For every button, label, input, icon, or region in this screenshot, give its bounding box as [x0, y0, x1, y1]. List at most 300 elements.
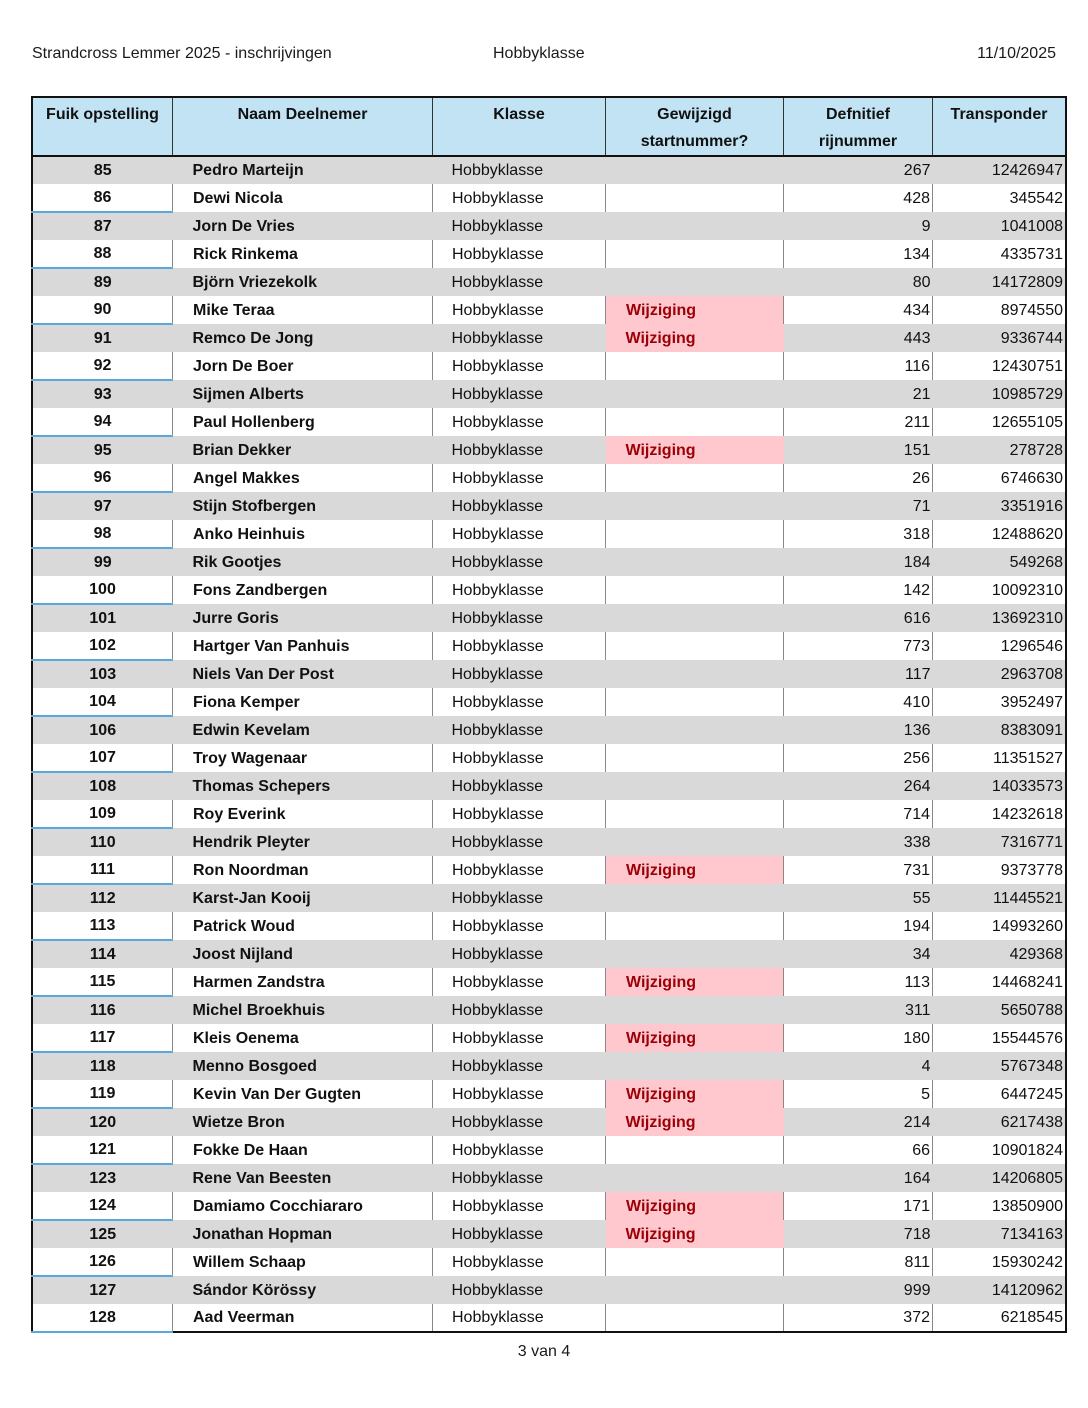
- cell-gewijzigd: [606, 464, 784, 492]
- cell-klasse: Hobbyklasse: [433, 1192, 606, 1220]
- cell-klasse: Hobbyklasse: [433, 1248, 606, 1276]
- table-row: [32, 156, 1066, 184]
- cell-gewijzigd: [606, 352, 784, 380]
- cell-fuik: 85: [32, 156, 173, 184]
- cell-naam: Willem Schaap: [173, 1248, 433, 1276]
- cell-rijnummer: 113: [784, 968, 933, 996]
- cell-gewijzigd: [606, 828, 784, 856]
- cell-klasse: Hobbyklasse: [433, 576, 606, 604]
- cell-klasse: Hobbyklasse: [433, 436, 606, 464]
- cell-naam: Remco De Jong: [173, 324, 433, 352]
- changed-badge: Wijziging: [606, 436, 784, 464]
- table-row: [32, 940, 1066, 968]
- cell-fuik: 109: [32, 800, 173, 828]
- cell-transponder: 10901824: [933, 1136, 1067, 1164]
- cell-fuik: 108: [32, 772, 173, 800]
- cell-fuik: 93: [32, 380, 173, 408]
- cell-fuik: 126: [32, 1248, 173, 1276]
- table-row: [32, 1276, 1066, 1304]
- cell-naam: Kleis Oenema: [173, 1024, 433, 1052]
- cell-naam: Mike Teraa: [173, 296, 433, 324]
- cell-gewijzigd: [606, 408, 784, 436]
- table-row: [32, 968, 1066, 996]
- cell-transponder: 8974550: [933, 296, 1067, 324]
- cell-naam: Karst-Jan Kooij: [173, 884, 433, 912]
- cell-naam: Wietze Bron: [173, 1108, 433, 1136]
- cell-fuik: 107: [32, 744, 173, 772]
- cell-naam: Stijn Stofbergen: [173, 492, 433, 520]
- cell-fuik: 96: [32, 464, 173, 492]
- table-row: [32, 1108, 1066, 1136]
- table-row: [32, 1248, 1066, 1276]
- cell-gewijzigd: [606, 212, 784, 240]
- cell-klasse: Hobbyklasse: [433, 1108, 606, 1136]
- cell-rijnummer: 80: [784, 268, 933, 296]
- cell-gewijzigd: [606, 604, 784, 632]
- cell-fuik: 88: [32, 240, 173, 268]
- table-row: [32, 1304, 1066, 1332]
- cell-naam: Ron Noordman: [173, 856, 433, 884]
- cell-fuik: 98: [32, 520, 173, 548]
- cell-gewijzigd: [606, 688, 784, 716]
- cell-fuik: 120: [32, 1108, 173, 1136]
- cell-rijnummer: 151: [784, 436, 933, 464]
- table-body: [32, 156, 1066, 1332]
- cell-fuik: 124: [32, 1192, 173, 1220]
- cell-klasse: Hobbyklasse: [433, 296, 606, 324]
- cell-klasse: Hobbyklasse: [433, 464, 606, 492]
- cell-fuik: 106: [32, 716, 173, 744]
- cell-klasse: Hobbyklasse: [433, 380, 606, 408]
- cell-rijnummer: 171: [784, 1192, 933, 1220]
- cell-rijnummer: 26: [784, 464, 933, 492]
- cell-gewijzigd: [606, 268, 784, 296]
- cell-transponder: 13692310: [933, 604, 1067, 632]
- cell-transponder: 14172809: [933, 268, 1067, 296]
- cell-klasse: Hobbyklasse: [433, 520, 606, 548]
- cell-naam: Fons Zandbergen: [173, 576, 433, 604]
- cell-naam: Niels Van Der Post: [173, 660, 433, 688]
- cell-klasse: Hobbyklasse: [433, 548, 606, 576]
- table-row: [32, 520, 1066, 548]
- cell-naam: Damiamo Cocchiararo: [173, 1192, 433, 1220]
- cell-naam: Fokke De Haan: [173, 1136, 433, 1164]
- cell-fuik: 103: [32, 660, 173, 688]
- cell-gewijzigd: [606, 1136, 784, 1164]
- cell-transponder: 6447245: [933, 1080, 1067, 1108]
- table-row: [32, 352, 1066, 380]
- cell-transponder: 10985729: [933, 380, 1067, 408]
- table-row: [32, 464, 1066, 492]
- cell-rijnummer: 731: [784, 856, 933, 884]
- cell-rijnummer: 34: [784, 940, 933, 968]
- cell-gewijzigd: [606, 520, 784, 548]
- cell-rijnummer: 718: [784, 1220, 933, 1248]
- table-row: [32, 1136, 1066, 1164]
- cell-gewijzigd: [606, 632, 784, 660]
- changed-badge: Wijziging: [606, 968, 784, 996]
- cell-naam: Jorn De Vries: [173, 212, 433, 240]
- cell-gewijzigd: [606, 716, 784, 744]
- cell-transponder: 6217438: [933, 1108, 1067, 1136]
- cell-transponder: 1296546: [933, 632, 1067, 660]
- table-row: [32, 716, 1066, 744]
- cell-rijnummer: 214: [784, 1108, 933, 1136]
- column-header-gewijzigd: Gewijzigd startnummer?: [606, 97, 784, 156]
- cell-naam: Björn Vriezekolk: [173, 268, 433, 296]
- cell-naam: Menno Bosgoed: [173, 1052, 433, 1080]
- cell-gewijzigd: [606, 1164, 784, 1192]
- cell-transponder: 6746630: [933, 464, 1067, 492]
- cell-klasse: Hobbyklasse: [433, 1164, 606, 1192]
- cell-fuik: 112: [32, 884, 173, 912]
- table-row: [32, 436, 1066, 464]
- cell-klasse: Hobbyklasse: [433, 632, 606, 660]
- changed-badge: Wijziging: [606, 1080, 784, 1108]
- cell-transponder: 14120962: [933, 1276, 1067, 1304]
- table-row: [32, 324, 1066, 352]
- cell-transponder: 345542: [933, 184, 1067, 212]
- cell-transponder: 12426947: [933, 156, 1067, 184]
- table-row: [32, 688, 1066, 716]
- cell-transponder: 11351527: [933, 744, 1067, 772]
- cell-klasse: Hobbyklasse: [433, 660, 606, 688]
- changed-badge: Wijziging: [606, 856, 784, 884]
- cell-naam: Jurre Goris: [173, 604, 433, 632]
- registrations-table: [31, 96, 1067, 1333]
- table-row: [32, 380, 1066, 408]
- cell-transponder: 4335731: [933, 240, 1067, 268]
- cell-klasse: Hobbyklasse: [433, 968, 606, 996]
- cell-klasse: Hobbyklasse: [433, 800, 606, 828]
- table-row: [32, 1220, 1066, 1248]
- cell-gewijzigd: [606, 744, 784, 772]
- cell-fuik: 87: [32, 212, 173, 240]
- cell-klasse: Hobbyklasse: [433, 184, 606, 212]
- cell-rijnummer: 5: [784, 1080, 933, 1108]
- cell-klasse: Hobbyklasse: [433, 324, 606, 352]
- cell-fuik: 110: [32, 828, 173, 856]
- cell-fuik: 100: [32, 576, 173, 604]
- table-row: [32, 660, 1066, 688]
- table-row: [32, 1164, 1066, 1192]
- cell-fuik: 114: [32, 940, 173, 968]
- cell-transponder: 5650788: [933, 996, 1067, 1024]
- cell-rijnummer: 4: [784, 1052, 933, 1080]
- cell-gewijzigd: [606, 1052, 784, 1080]
- cell-rijnummer: 811: [784, 1248, 933, 1276]
- table-row: [32, 996, 1066, 1024]
- cell-naam: Troy Wagenaar: [173, 744, 433, 772]
- cell-rijnummer: 55: [784, 884, 933, 912]
- cell-klasse: Hobbyklasse: [433, 912, 606, 940]
- cell-klasse: Hobbyklasse: [433, 1024, 606, 1052]
- cell-klasse: Hobbyklasse: [433, 688, 606, 716]
- cell-transponder: 1041008: [933, 212, 1067, 240]
- cell-rijnummer: 773: [784, 632, 933, 660]
- cell-klasse: Hobbyklasse: [433, 492, 606, 520]
- table-row: [32, 296, 1066, 324]
- cell-naam: Sijmen Alberts: [173, 380, 433, 408]
- cell-rijnummer: 311: [784, 996, 933, 1024]
- table-row: [32, 492, 1066, 520]
- cell-klasse: Hobbyklasse: [433, 1276, 606, 1304]
- cell-naam: Jorn De Boer: [173, 352, 433, 380]
- column-header-klasse: Klasse: [433, 97, 606, 156]
- table-row: [32, 408, 1066, 436]
- cell-naam: Hartger Van Panhuis: [173, 632, 433, 660]
- cell-rijnummer: 21: [784, 380, 933, 408]
- table-row: [32, 184, 1066, 212]
- cell-transponder: 14468241: [933, 968, 1067, 996]
- cell-transponder: 11445521: [933, 884, 1067, 912]
- cell-naam: Patrick Woud: [173, 912, 433, 940]
- cell-naam: Brian Dekker: [173, 436, 433, 464]
- cell-transponder: 9373778: [933, 856, 1067, 884]
- cell-klasse: Hobbyklasse: [433, 240, 606, 268]
- cell-transponder: 549268: [933, 548, 1067, 576]
- changed-badge: Wijziging: [606, 296, 784, 324]
- cell-klasse: Hobbyklasse: [433, 884, 606, 912]
- cell-klasse: Hobbyklasse: [433, 604, 606, 632]
- table-header-row: [32, 97, 1066, 156]
- cell-gewijzigd: [606, 548, 784, 576]
- table-row: [32, 744, 1066, 772]
- cell-rijnummer: 164: [784, 1164, 933, 1192]
- cell-fuik: 94: [32, 408, 173, 436]
- cell-naam: Sándor Körössy: [173, 1276, 433, 1304]
- cell-transponder: 14993260: [933, 912, 1067, 940]
- cell-klasse: Hobbyklasse: [433, 352, 606, 380]
- table-row: [32, 856, 1066, 884]
- cell-fuik: 92: [32, 352, 173, 380]
- cell-transponder: 5767348: [933, 1052, 1067, 1080]
- cell-naam: Thomas Schepers: [173, 772, 433, 800]
- cell-naam: Aad Veerman: [173, 1304, 433, 1332]
- table-row: [32, 576, 1066, 604]
- cell-rijnummer: 136: [784, 716, 933, 744]
- changed-badge: Wijziging: [606, 324, 784, 352]
- cell-rijnummer: 9: [784, 212, 933, 240]
- cell-rijnummer: 338: [784, 828, 933, 856]
- cell-naam: Angel Makkes: [173, 464, 433, 492]
- cell-naam: Michel Broekhuis: [173, 996, 433, 1024]
- cell-rijnummer: 264: [784, 772, 933, 800]
- cell-klasse: Hobbyklasse: [433, 716, 606, 744]
- cell-gewijzigd: [606, 772, 784, 800]
- cell-rijnummer: 116: [784, 352, 933, 380]
- cell-transponder: 15544576: [933, 1024, 1067, 1052]
- cell-transponder: 13850900: [933, 1192, 1067, 1220]
- cell-gewijzigd: [606, 156, 784, 184]
- table-row: [32, 1192, 1066, 1220]
- cell-gewijzigd: [606, 800, 784, 828]
- table-row: [32, 548, 1066, 576]
- cell-fuik: 99: [32, 548, 173, 576]
- cell-naam: Roy Everink: [173, 800, 433, 828]
- cell-rijnummer: 714: [784, 800, 933, 828]
- cell-rijnummer: 616: [784, 604, 933, 632]
- cell-rijnummer: 410: [784, 688, 933, 716]
- cell-fuik: 95: [32, 436, 173, 464]
- cell-fuik: 125: [32, 1220, 173, 1248]
- cell-rijnummer: 372: [784, 1304, 933, 1332]
- cell-rijnummer: 184: [784, 548, 933, 576]
- cell-rijnummer: 999: [784, 1276, 933, 1304]
- cell-fuik: 113: [32, 912, 173, 940]
- cell-naam: Joost Nijland: [173, 940, 433, 968]
- changed-badge: Wijziging: [606, 1108, 784, 1136]
- cell-naam: Rene Van Beesten: [173, 1164, 433, 1192]
- cell-fuik: 127: [32, 1276, 173, 1304]
- cell-naam: Harmen Zandstra: [173, 968, 433, 996]
- cell-fuik: 116: [32, 996, 173, 1024]
- table-row: [32, 268, 1066, 296]
- page-number: 3 van 4: [517, 1343, 571, 1360]
- cell-transponder: 429368: [933, 940, 1067, 968]
- cell-rijnummer: 256: [784, 744, 933, 772]
- cell-rijnummer: 434: [784, 296, 933, 324]
- cell-gewijzigd: [606, 1304, 784, 1332]
- cell-rijnummer: 267: [784, 156, 933, 184]
- cell-gewijzigd: [606, 912, 784, 940]
- cell-transponder: 14206805: [933, 1164, 1067, 1192]
- table-row: [32, 912, 1066, 940]
- cell-fuik: 119: [32, 1080, 173, 1108]
- cell-klasse: Hobbyklasse: [433, 940, 606, 968]
- table-row: [32, 772, 1066, 800]
- cell-naam: Dewi Nicola: [173, 184, 433, 212]
- cell-transponder: 10092310: [933, 576, 1067, 604]
- cell-gewijzigd: [606, 380, 784, 408]
- cell-fuik: 118: [32, 1052, 173, 1080]
- cell-fuik: 111: [32, 856, 173, 884]
- cell-naam: Rik Gootjes: [173, 548, 433, 576]
- cell-rijnummer: 134: [784, 240, 933, 268]
- cell-transponder: 3952497: [933, 688, 1067, 716]
- cell-fuik: 90: [32, 296, 173, 324]
- cell-fuik: 97: [32, 492, 173, 520]
- cell-naam: Jonathan Hopman: [173, 1220, 433, 1248]
- table-row: [32, 632, 1066, 660]
- cell-rijnummer: 318: [784, 520, 933, 548]
- cell-naam: Pedro Marteijn: [173, 156, 433, 184]
- document-date: 11/10/2025: [977, 45, 1056, 62]
- table-row: [32, 212, 1066, 240]
- table-row: [32, 800, 1066, 828]
- changed-badge: Wijziging: [606, 1192, 784, 1220]
- cell-fuik: 123: [32, 1164, 173, 1192]
- cell-klasse: Hobbyklasse: [433, 212, 606, 240]
- cell-gewijzigd: [606, 940, 784, 968]
- cell-rijnummer: 443: [784, 324, 933, 352]
- table-row: [32, 240, 1066, 268]
- cell-transponder: 12488620: [933, 520, 1067, 548]
- cell-gewijzigd: [606, 240, 784, 268]
- cell-rijnummer: 66: [784, 1136, 933, 1164]
- cell-transponder: 12655105: [933, 408, 1067, 436]
- cell-klasse: Hobbyklasse: [433, 1304, 606, 1332]
- cell-transponder: 12430751: [933, 352, 1067, 380]
- cell-transponder: 278728: [933, 436, 1067, 464]
- cell-fuik: 91: [32, 324, 173, 352]
- cell-rijnummer: 117: [784, 660, 933, 688]
- cell-rijnummer: 428: [784, 184, 933, 212]
- cell-klasse: Hobbyklasse: [433, 996, 606, 1024]
- cell-naam: Edwin Kevelam: [173, 716, 433, 744]
- cell-naam: Paul Hollenberg: [173, 408, 433, 436]
- cell-gewijzigd: [606, 1248, 784, 1276]
- cell-fuik: 86: [32, 184, 173, 212]
- table-row: [32, 1080, 1066, 1108]
- column-header-rijnummer: Defnitief rijnummer: [784, 97, 933, 156]
- cell-klasse: Hobbyklasse: [433, 744, 606, 772]
- class-name: Hobbyklasse: [493, 45, 585, 62]
- column-header-transponder: Transponder: [933, 97, 1067, 156]
- table-row: [32, 604, 1066, 632]
- cell-naam: Anko Heinhuis: [173, 520, 433, 548]
- cell-transponder: 6218545: [933, 1304, 1067, 1332]
- cell-naam: Hendrik Pleyter: [173, 828, 433, 856]
- cell-rijnummer: 71: [784, 492, 933, 520]
- cell-gewijzigd: [606, 660, 784, 688]
- cell-fuik: 102: [32, 632, 173, 660]
- cell-klasse: Hobbyklasse: [433, 828, 606, 856]
- cell-klasse: Hobbyklasse: [433, 408, 606, 436]
- cell-fuik: 104: [32, 688, 173, 716]
- cell-rijnummer: 142: [784, 576, 933, 604]
- cell-klasse: Hobbyklasse: [433, 156, 606, 184]
- cell-transponder: 8383091: [933, 716, 1067, 744]
- cell-rijnummer: 180: [784, 1024, 933, 1052]
- cell-fuik: 128: [32, 1304, 173, 1332]
- cell-transponder: 14232618: [933, 800, 1067, 828]
- table-row: [32, 1024, 1066, 1052]
- cell-fuik: 117: [32, 1024, 173, 1052]
- cell-klasse: Hobbyklasse: [433, 856, 606, 884]
- changed-badge: Wijziging: [606, 1220, 784, 1248]
- cell-gewijzigd: [606, 184, 784, 212]
- document-title: Strandcross Lemmer 2025 - inschrijvingen: [32, 45, 332, 62]
- cell-fuik: 115: [32, 968, 173, 996]
- cell-rijnummer: 211: [784, 408, 933, 436]
- cell-gewijzigd: [606, 884, 784, 912]
- cell-gewijzigd: [606, 576, 784, 604]
- cell-klasse: Hobbyklasse: [433, 1052, 606, 1080]
- cell-klasse: Hobbyklasse: [433, 268, 606, 296]
- cell-gewijzigd: [606, 996, 784, 1024]
- cell-transponder: 15930242: [933, 1248, 1067, 1276]
- cell-naam: Fiona Kemper: [173, 688, 433, 716]
- column-header-naam: Naam Deelnemer: [173, 97, 433, 156]
- cell-naam: Kevin Van Der Gugten: [173, 1080, 433, 1108]
- cell-klasse: Hobbyklasse: [433, 1220, 606, 1248]
- table-row: [32, 828, 1066, 856]
- table-row: [32, 1052, 1066, 1080]
- cell-fuik: 89: [32, 268, 173, 296]
- cell-klasse: Hobbyklasse: [433, 1136, 606, 1164]
- cell-transponder: 7134163: [933, 1220, 1067, 1248]
- column-header-fuik: Fuik opstelling: [32, 97, 173, 156]
- table-row: [32, 884, 1066, 912]
- cell-klasse: Hobbyklasse: [433, 1080, 606, 1108]
- page-header: [32, 45, 1056, 67]
- cell-fuik: 121: [32, 1136, 173, 1164]
- cell-transponder: 2963708: [933, 660, 1067, 688]
- cell-rijnummer: 194: [784, 912, 933, 940]
- cell-fuik: 101: [32, 604, 173, 632]
- cell-gewijzigd: [606, 492, 784, 520]
